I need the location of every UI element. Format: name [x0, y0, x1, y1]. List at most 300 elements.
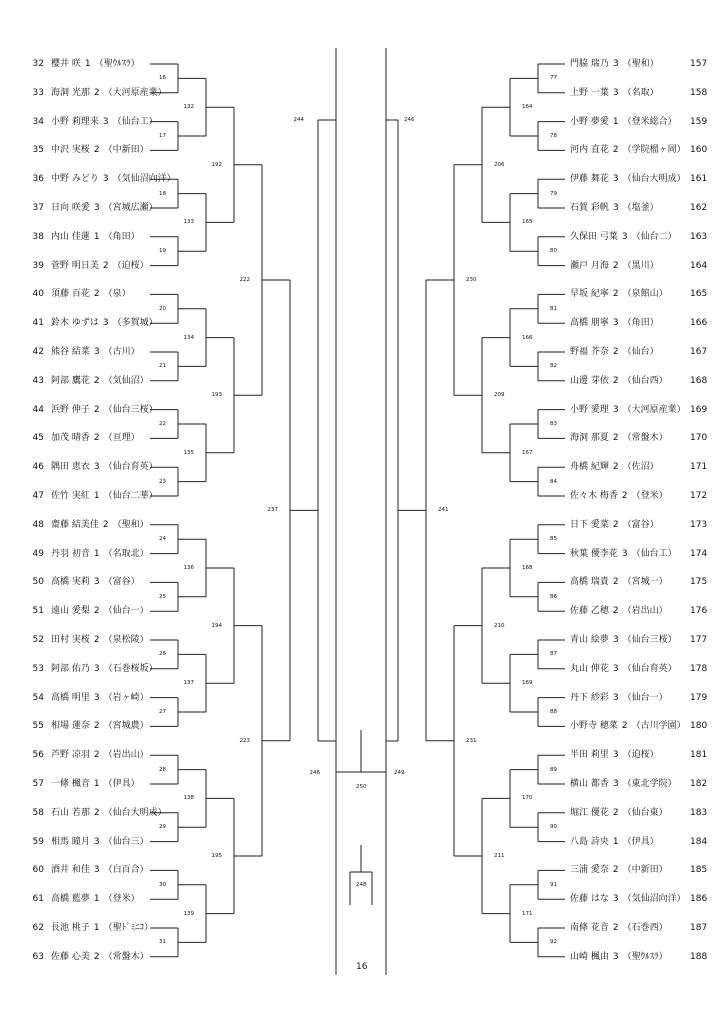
entry-name: 日向 咲愛 [51, 203, 90, 213]
entry-name: 相馬 瞳月 [51, 836, 90, 847]
entry-number: 177 [690, 635, 708, 645]
entry-name: 阿部 佑乃 [51, 663, 90, 674]
right-match-number-r1: 78 [550, 133, 557, 139]
right-entry [570, 287, 672, 301]
entry-name: 小野 莉理来 [51, 116, 99, 127]
entry-number: 157 [690, 59, 708, 69]
right-entry [570, 431, 672, 445]
entry-seed: 49 [32, 548, 44, 559]
entry-number: 167 [690, 347, 708, 357]
entry-seed: 55 [32, 721, 44, 732]
entry-number: 176 [690, 606, 708, 617]
right-match-number-r3: 211 [494, 853, 505, 859]
entry-school: （古川） [103, 347, 140, 357]
entry-number: 162 [690, 203, 708, 213]
entry-grade: 3 [612, 692, 619, 703]
entry-seed: 58 [32, 807, 44, 818]
entry-school: （中新田） [103, 145, 149, 156]
entry-school: （登米） [103, 894, 140, 905]
entry-seed: 54 [32, 692, 44, 703]
entry-number: 164 [690, 260, 708, 271]
entry-grade: 3 [612, 663, 619, 674]
entry-grade: 3 [621, 548, 628, 559]
entry-name: 佐藤 乙穂 [570, 606, 609, 617]
entry-school: （塩釜） [622, 203, 659, 213]
entry-name: 須藤 百花 [51, 289, 90, 300]
entry-grade: 3 [93, 692, 100, 703]
entry-name: 秋葉 優李花 [570, 548, 618, 559]
entry-name: 石山 若那 [51, 807, 90, 818]
entry-school: （角田） [622, 318, 659, 329]
entry-school: （宮城広瀬） [103, 203, 158, 213]
entry-grade: 3 [93, 663, 100, 674]
right-match-number-r1: 92 [550, 939, 557, 946]
right-entry [570, 748, 663, 762]
entry-name: 中沢 実桜 [51, 145, 90, 156]
entry-name: 遠山 愛梨 [51, 606, 90, 617]
entry-name: 隅田 恵衣 [51, 462, 90, 473]
entry-school: （角田） [103, 231, 140, 242]
entry-school: （泉館山） [622, 289, 668, 300]
entry-grade: 2 [102, 260, 109, 271]
entry-school: （泉） [103, 289, 131, 300]
left-match-number-r1: 26 [159, 651, 166, 658]
entry-grade: 2 [612, 433, 619, 444]
entry-seed: 53 [32, 663, 44, 674]
entry-name: 早坂 紀寧 [570, 289, 609, 300]
right-match-number-r6: 246 [404, 117, 415, 123]
entry-school: （仙台三） [103, 836, 149, 847]
right-match-number-r2: 167 [522, 449, 533, 456]
entry-seed: 61 [32, 894, 44, 905]
entry-grade: 3 [621, 231, 628, 242]
entry-school: （仙台二華） [103, 491, 158, 501]
entry-grade: 2 [621, 491, 628, 501]
entry-name: 高橋 実莉 [51, 577, 90, 588]
entry-number: 171 [690, 462, 708, 473]
entry-grade: 2 [621, 721, 628, 732]
right-match-number-r2: 171 [522, 910, 533, 917]
right-entry [570, 489, 672, 503]
entry-school: （常盤木） [622, 433, 668, 444]
left-entry [24, 863, 153, 877]
left-match-number-r1: 17 [159, 133, 166, 139]
entry-seed: 52 [32, 635, 44, 645]
right-match-number-r1: 88 [550, 709, 557, 715]
entry-number: 178 [690, 663, 708, 674]
entry-seed: 44 [32, 404, 44, 415]
right-match-number-r4: 231 [466, 737, 477, 744]
right-entry [570, 604, 672, 618]
entry-grade: 2 [612, 462, 619, 473]
right-entry [570, 575, 672, 589]
entry-grade: 2 [93, 807, 100, 818]
entry-grade: 3 [102, 116, 109, 127]
right-entry [570, 662, 681, 676]
entry-grade: 1 [93, 231, 100, 242]
right-entry [570, 57, 663, 71]
entry-grade: 2 [93, 404, 100, 415]
entry-name: 丸山 伸花 [570, 663, 609, 674]
entry-seed: 48 [32, 519, 44, 530]
entry-number: 159 [690, 116, 708, 127]
right-match-number-r1: 90 [550, 824, 557, 831]
left-entry [24, 777, 144, 791]
entry-school: （仙台三桜） [622, 635, 677, 645]
entry-grade: 2 [612, 289, 619, 300]
entry-school: （泉松陵） [103, 635, 149, 645]
right-entry [570, 374, 672, 388]
left-entry [24, 719, 153, 733]
entry-name: 堀江 優花 [570, 807, 609, 818]
entry-grade: 3 [102, 318, 109, 329]
left-entry [24, 575, 144, 589]
entry-name: 河内 直花 [570, 145, 609, 156]
right-match-number-r2: 168 [522, 565, 533, 571]
entry-name: 佐藤 心美 [51, 951, 90, 962]
entry-grade: 2 [612, 519, 619, 530]
entry-number: 188 [690, 951, 708, 962]
left-match-number-r1: 30 [159, 881, 166, 888]
entry-school: （登米） [631, 491, 668, 501]
right-entry [570, 230, 681, 244]
entry-grade: 2 [612, 606, 619, 617]
right-entry [570, 806, 672, 820]
entry-school: （大河原産業） [622, 404, 686, 415]
entry-school: （気仙沼向洋） [622, 894, 686, 905]
left-match-number-r3: 194 [211, 622, 222, 629]
third-place-match-number: 248 [356, 882, 367, 888]
entry-grade: 2 [102, 519, 109, 530]
entry-grade: 3 [93, 203, 100, 213]
entry-grade: 2 [93, 375, 100, 386]
entry-seed: 50 [32, 577, 44, 588]
left-match-number-r2: 138 [183, 795, 194, 802]
left-match-number-r4: 222 [239, 277, 250, 283]
entry-school: （仙台大明成） [622, 174, 686, 185]
entry-seed: 36 [32, 174, 44, 185]
entry-grade: 1 [612, 836, 619, 847]
entry-grade: 2 [93, 721, 100, 732]
entry-name: 浜野 伸子 [51, 404, 90, 415]
entry-grade: 3 [612, 318, 619, 329]
entry-grade: 3 [612, 894, 619, 905]
entry-school: （大河原産業） [103, 87, 167, 98]
entry-seed: 40 [32, 289, 44, 300]
left-match-number-r2: 135 [183, 449, 194, 456]
left-entry [24, 460, 162, 474]
entry-grade: 2 [93, 951, 100, 962]
right-entry [570, 201, 663, 215]
entry-grade: 1 [93, 923, 100, 933]
entry-school: （気仙沼向洋） [112, 174, 176, 185]
right-entry [570, 921, 672, 935]
entry-number: 184 [690, 836, 708, 847]
entry-school: （黒川） [622, 260, 659, 271]
left-match-number-r1: 27 [159, 709, 166, 715]
page-number: 16 [356, 962, 368, 972]
right-entry [570, 835, 663, 849]
left-match-number-r1: 28 [159, 766, 166, 773]
entry-name: 海洞 光那 [51, 87, 90, 98]
entry-number: 169 [690, 404, 708, 415]
entry-number: 168 [690, 375, 708, 386]
entry-grade: 2 [93, 606, 100, 617]
right-match-number-r2: 166 [522, 334, 533, 341]
right-entry [570, 403, 690, 417]
right-entry [570, 863, 672, 877]
left-match-number-r2: 136 [183, 565, 194, 571]
entry-number: 186 [690, 894, 708, 905]
entry-number: 174 [690, 548, 708, 559]
right-match-number-r1: 87 [550, 651, 557, 658]
left-match-number-r2: 137 [183, 680, 194, 687]
entry-seed: 56 [32, 750, 44, 761]
entry-grade: 2 [93, 750, 100, 761]
entry-seed: 34 [32, 116, 44, 127]
entry-name: 熊谷 結菜 [51, 347, 90, 357]
entry-grade: 3 [612, 635, 619, 645]
entry-name: 田村 実桜 [51, 635, 90, 645]
entry-name: 阿部 鷹花 [51, 375, 90, 386]
left-match-number-r1: 24 [159, 536, 166, 543]
entry-name: 酒井 和佳 [51, 865, 90, 876]
left-match-number-r3: 193 [211, 392, 222, 399]
entry-name: 高橋 藍夢 [51, 894, 90, 905]
entry-school: （多賀城） [112, 318, 158, 329]
entry-name: 青山 絵夢 [570, 635, 609, 645]
entry-school: （東北学院） [622, 779, 677, 789]
entry-grade: 3 [612, 951, 619, 962]
entry-school: （迫桜） [622, 750, 659, 761]
entry-number: 179 [690, 692, 708, 703]
right-match-number-r1: 77 [550, 75, 557, 82]
right-entry [570, 547, 681, 561]
entry-number: 165 [690, 289, 708, 300]
entry-grade: 2 [612, 347, 619, 357]
entry-grade: 2 [612, 375, 619, 386]
left-entry [24, 374, 153, 388]
right-match-number-r2: 165 [522, 219, 533, 226]
left-match-number-r6: 244 [293, 117, 304, 123]
right-entry [570, 633, 681, 647]
entry-seed: 60 [32, 865, 44, 876]
left-entry [24, 230, 144, 244]
entry-school: （富谷） [622, 519, 659, 530]
center-match-number: 250 [356, 784, 367, 790]
right-entry [570, 172, 690, 186]
left-entry [24, 201, 162, 215]
left-match-number-r1: 29 [159, 824, 166, 831]
entry-name: 齋藤 結美佳 [51, 519, 99, 530]
right-match-number-r1: 91 [550, 881, 557, 888]
right-match-number-r2: 170 [522, 795, 533, 802]
entry-number: 161 [690, 174, 708, 185]
entry-name: 佐藤 はな [570, 894, 609, 905]
right-entry [570, 259, 663, 273]
left-match-number-r1: 19 [159, 248, 166, 255]
right-entry [570, 691, 672, 705]
right-match-number-r1: 81 [550, 305, 557, 312]
entry-school: （学院榴ヶ岡） [622, 145, 686, 156]
right-match-number-final: 249 [394, 770, 405, 776]
entry-name: 野福 芥奈 [570, 347, 609, 357]
entry-number: 163 [690, 231, 708, 242]
left-match-number-r2: 134 [183, 334, 194, 341]
left-match-number-r5: 237 [267, 507, 278, 514]
entry-seed: 38 [32, 231, 44, 242]
entry-grade: 1 [93, 894, 100, 905]
entry-name: 伊藤 舞花 [570, 174, 609, 185]
left-entry [24, 259, 153, 273]
entry-grade: 3 [93, 577, 100, 588]
entry-name: 小野 愛理 [570, 404, 609, 415]
entry-seed: 43 [32, 375, 44, 386]
entry-school: （岩出山） [103, 750, 149, 761]
entry-school: （聖和） [112, 519, 149, 530]
entry-grade: 2 [93, 433, 100, 444]
left-match-number-r1: 22 [159, 421, 166, 427]
entry-name: 門脇 瑞乃 [570, 59, 609, 69]
entry-name: 南條 花音 [570, 923, 609, 933]
entry-school: （宮城農） [103, 721, 149, 732]
left-match-number-r1: 20 [159, 305, 166, 312]
left-match-number-r1: 31 [159, 939, 166, 946]
entry-school: （仙台工） [631, 548, 677, 559]
entry-seed: 42 [32, 347, 44, 357]
left-entry [24, 115, 162, 129]
entry-name: 相場 蓮奈 [51, 721, 90, 732]
entry-grade: 2 [612, 865, 619, 876]
right-entry [570, 518, 663, 532]
entry-name: 中野 みどり [51, 174, 99, 185]
right-entry [570, 86, 663, 100]
right-match-number-r1: 89 [550, 766, 557, 773]
left-entry [24, 86, 171, 100]
right-entry [570, 115, 681, 129]
right-entry [570, 719, 690, 733]
left-entry [24, 172, 180, 186]
left-match-number-r1: 25 [159, 593, 166, 600]
entry-seed: 57 [32, 779, 44, 789]
entry-grade: 2 [612, 577, 619, 588]
right-match-number-r5: 241 [438, 507, 449, 514]
entry-name: 山邊 芽依 [570, 375, 609, 386]
entry-seed: 47 [32, 491, 44, 501]
left-entry [24, 143, 153, 157]
entry-name: 山崎 楓由 [570, 951, 609, 962]
entry-grade: 3 [612, 779, 619, 789]
left-entry [24, 892, 144, 906]
entry-name: 佐竹 実紅 [51, 491, 90, 501]
entry-seed: 46 [32, 462, 44, 473]
entry-school: （亘理） [103, 433, 140, 444]
entry-name: 舟橋 紀輝 [570, 462, 609, 473]
entry-school: （白百合） [103, 865, 149, 876]
entry-grade: 1 [612, 116, 619, 127]
entry-name: 八島 詩央 [570, 836, 609, 847]
entry-school: （気仙沼） [103, 375, 149, 386]
left-entry [24, 806, 171, 820]
right-match-number-r2: 164 [522, 104, 533, 111]
left-entry [24, 403, 162, 417]
entry-school: （佐沼） [622, 462, 659, 473]
entry-grade: 2 [612, 260, 619, 271]
entry-grade: 2 [612, 923, 619, 933]
left-match-number-r1: 23 [159, 478, 166, 485]
right-match-number-r1: 86 [550, 593, 557, 600]
entry-school: （岩ヶ崎） [103, 692, 149, 703]
right-match-number-r1: 80 [550, 248, 557, 255]
entry-school: （古川学園） [631, 721, 686, 732]
entry-school: （仙台西） [622, 375, 668, 386]
entry-number: 166 [690, 318, 708, 329]
entry-name: 櫻井 咲 [51, 59, 81, 69]
entry-name: 海洞 那夏 [570, 433, 609, 444]
entry-seed: 59 [32, 836, 44, 847]
entry-school: （石巻桜坂） [103, 663, 158, 674]
entry-name: 日下 愛菜 [570, 519, 609, 530]
entry-name: 小野 夢愛 [570, 116, 609, 127]
right-match-number-r3: 206 [494, 161, 505, 168]
entry-seed: 62 [32, 923, 44, 933]
entry-name: 三浦 愛奈 [570, 865, 609, 876]
right-match-number-r3: 209 [494, 392, 505, 399]
left-entry [24, 604, 153, 618]
entry-name: 丹下 紗彩 [570, 692, 609, 703]
left-entry [24, 835, 153, 849]
entry-grade: 3 [93, 865, 100, 876]
entry-number: 187 [690, 923, 708, 933]
left-entry [24, 345, 144, 359]
entry-name: 芦野 凉羽 [51, 750, 90, 761]
right-entry [570, 143, 690, 157]
entry-school: （仙台一） [103, 606, 149, 617]
left-match-number-r2: 133 [183, 219, 194, 226]
entry-grade: 3 [612, 59, 619, 69]
entry-name: 半田 莉里 [570, 750, 609, 761]
entry-school: （富谷） [103, 577, 140, 588]
entry-school: （常盤木） [103, 951, 149, 962]
left-match-number-r3: 195 [211, 853, 222, 859]
entry-grade: 1 [93, 491, 100, 501]
entry-name: 高橋 明里 [51, 692, 90, 703]
entry-grade: 3 [612, 750, 619, 761]
entry-school: （聖ｳﾙｽﾗ） [622, 951, 668, 962]
right-entry [570, 892, 690, 906]
entry-grade: 3 [93, 836, 100, 847]
left-match-number-r1: 18 [159, 190, 166, 197]
entry-grade: 3 [93, 462, 100, 473]
right-match-number-r1: 83 [550, 421, 557, 427]
left-entry [24, 633, 153, 647]
right-entry [570, 950, 672, 964]
entry-school: （伊具） [622, 836, 659, 847]
entry-name: 久保田 弓葉 [570, 231, 618, 242]
entry-school: （迫桜） [112, 260, 149, 271]
left-entry [24, 489, 162, 503]
entry-name: 加茂 晴香 [51, 433, 90, 444]
entry-number: 183 [690, 807, 708, 818]
entry-school: （聖ｳﾙｽﾗ） [94, 59, 140, 69]
right-match-number-r1: 82 [550, 363, 557, 370]
entry-school: （名取） [622, 87, 659, 98]
entry-name: 横山 都香 [570, 779, 609, 789]
entry-grade: 2 [612, 145, 619, 156]
entry-grade: 2 [93, 289, 100, 300]
left-entry [24, 662, 162, 676]
entry-seed: 39 [32, 260, 44, 271]
